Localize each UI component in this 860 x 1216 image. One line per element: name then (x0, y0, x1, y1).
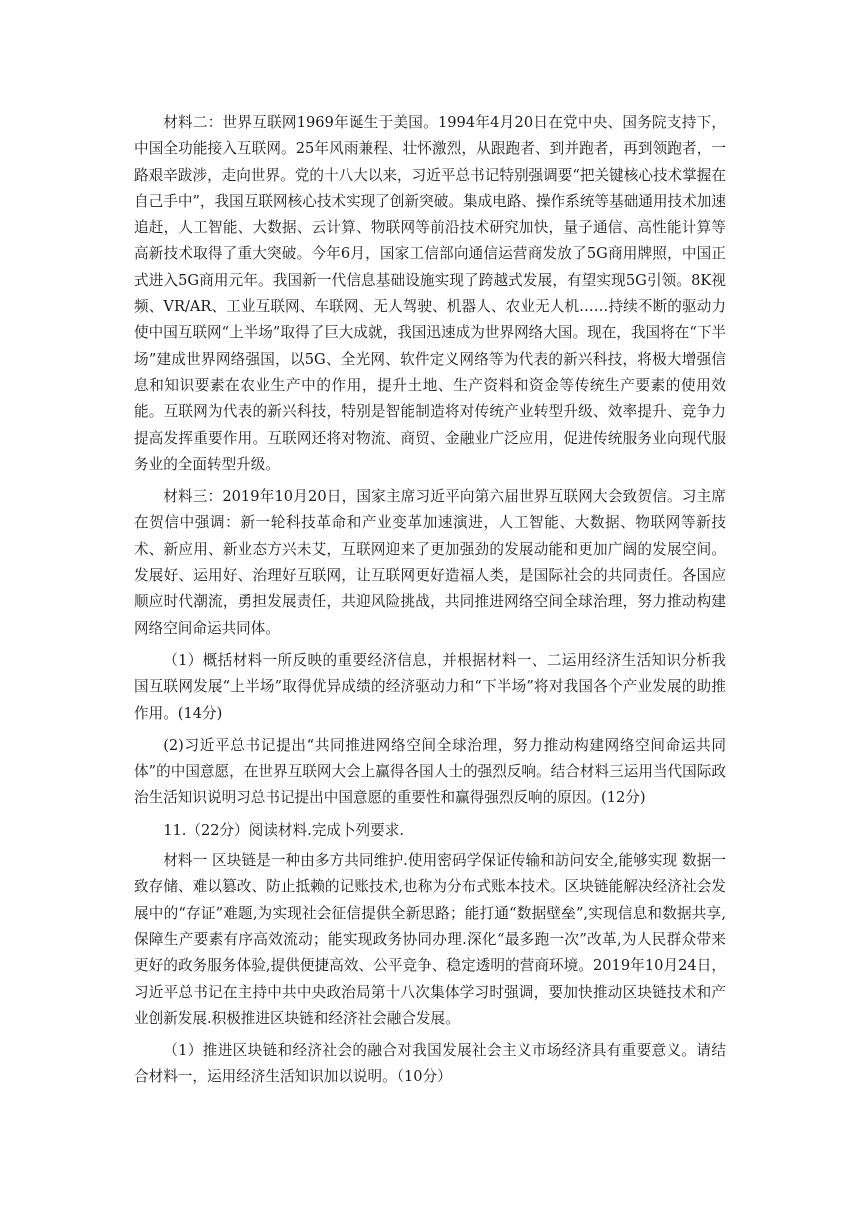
material-three-paragraph: 材料三：2019年10月20日，国家主席习近平向第六届世界互联网大会致贺信。习主席在贺信中强调：新一轮科技革命和产业变革加速演进，人工智能、大数据、物联网等新技术、新应用、新业态方兴未艾，互联网迎来了更加强劲的发展动能和更加广阔的发展空间。发展好、运用好、治理好互联网，让互联网更好造福人类，是国际社会的共同责任。各国应顺应时代潮流，勇担发展责任，共迎风险挑战，共同推进网络空间全球治理，努力推动构建网络空间命运共同体。 (134, 488, 726, 637)
document-body (134, 110, 726, 1097)
question-10-1: （1）概括材料一所反映的重要经济信息，并根据材料一、二运用经济生活知识分析我国互联网发展“上半场”取得优异成绩的经济驱动力和“下半场”将对我国各个产业发展的助推作用。(14分) (134, 651, 726, 722)
question-10-2: (2)习近平总书记提出“共同推进网络空间全球治理，努力推动构建网络空间命运共同体”的中国意愿，在世界互联网大会上赢得各国人士的强烈反响。结合材料三运用当代国际政治生活知识说明习总书记提出中国意愿的重要性和赢得强烈反响的原因。(12分) (134, 736, 726, 807)
question-11-material-one: 材料一 区块链是一种由多方共同维护.使用密码学保证传输和訪问安全,能够实现 数据一致存储、难以篡改、防止抵赖的记账技术,也称为分布式账本技术。区块链能解决经济社会发展中的“存证”难题,为实现社会征信提供全新思路；能打通“数据壁垒”,实现信息和数据共享,保障生产要素有序高效流动；能实现政务协同办理.深化“最多跑一次”改革,为人民群众带来更好的政务服务体验,提供便捷高效、公平竞争、稳定透明的营商环境。2019年10月24日，习近平总书记在主持中共中央政治局第十八次集体学习时强调，要加快推动区块链技术和产业创新发展.积极推进区块链和经济社会融合发展。 (134, 852, 726, 1027)
question-11-heading: 11.（22分）阅读材料.完成卜列要求. (163, 821, 404, 839)
question-11-1: （1）推进区块链和经济社会的融合对我国发展社会主义市场经济具有重要意义。请结合材料一，运用经济生活知识加以说明。（10分） (134, 1042, 726, 1086)
material-two-paragraph: 材料二：世界互联网1969年诞生于美国。1994年4月20日在党中央、国务院支持下，中国全功能接入互联网。25年风雨兼程、壮怀激烈，从跟跑者、到并跑者，再到领跑者，一路艰辛跋涉，走向世界。党的十八大以来，习近平总书记特别强调要“把关键核心技术掌握在自己手中”，我国互联网核心技术实现了创新突破。集成电路、操作系统等基础通用技术加速追赶，人工智能、大数据、云计算、物联网等前沿技术研究加快，量子通信、高性能计算等高新技术取得了重大突破。今年6月，国家工信部向通信运营商发放了5G商用牌照，中国正式进入5G商用元年。我国新一代信息基础设施实现了跨越式发展，有望实现5G引领。8K视频、VR/AR、工业互联网、车联网、无人驾驶、机器人、农业无人机……持续不断的驱动力使中国互联网“上半场”取得了巨大成就，我国迅速成为世界网络大国。现在，我国将在“下半场”建成世界网络强国，以5G、全光网、软件定义网络等为代表的新兴科技，将极大增强信息和知识要素在农业生产中的作用，提升土地、生产资料和资金等传统生产要素的使用效能。互联网为代表的新兴科技，特别是智能制造将对传统产业转型升级、效率提升、竞争力提高发挥重要作用。互联网还将对物流、商贸、金融业广泛应用，促进传统服务业向现代服务业的全面转型升级。 (134, 114, 726, 473)
